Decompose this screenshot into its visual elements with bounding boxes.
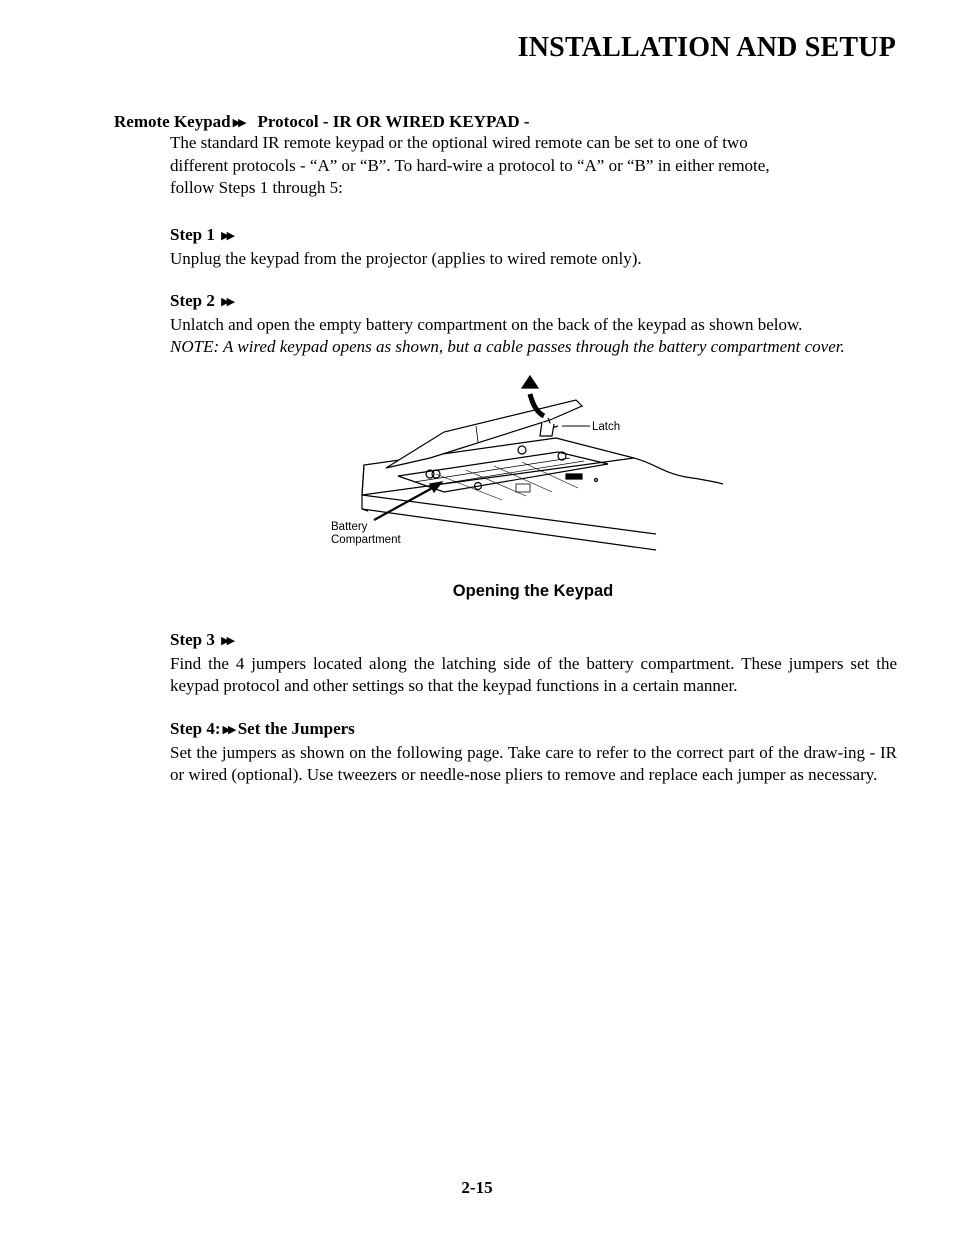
section-subtitle: Protocol - IR OR WIRED KEYPAD -: [257, 112, 530, 131]
step-1-label: Step 1: [170, 225, 215, 244]
double-right-triangle-icon: ▶▶: [232, 117, 244, 129]
step-4-label: Step 4:: [170, 719, 221, 738]
double-right-triangle-icon: ▶▶: [221, 296, 233, 308]
intro-line-3: follow Steps 1 through 5:: [170, 178, 343, 197]
step-3-heading: [170, 629, 897, 653]
step-3: [170, 629, 897, 698]
step-2-note: NOTE: A wired keypad opens as shown, but a cable passes through the battery compartment cover.: [170, 337, 845, 356]
figure-caption: Opening the Keypad: [452, 582, 614, 600]
double-right-triangle-icon: ▶▶: [222, 724, 234, 736]
step-4-text: Set the jumpers as shown on the following page. Take care to refer to the correct part of the draw-ing - IR or wired (optional). Use tweezers or needle-nose pliers to remove and replace each jumper as necessary.: [170, 742, 897, 784]
section-heading: [114, 112, 530, 132]
step-3-text: Find the 4 jumpers located along the latching side of the battery compartment. These jumpers set the keypad protocol and other settings so that the keypad functions in a certain manner.: [170, 653, 897, 695]
step-1: [170, 224, 897, 270]
battery-label-line-1: Battery: [331, 521, 368, 533]
keypad-drawing: [326, 372, 728, 552]
step-3-label: Step 3: [170, 630, 215, 649]
step-2-text: Unlatch and open the empty battery compartment on the back of the keypad as shown below.: [170, 314, 803, 334]
intro-line-1: The standard IR remote keypad or the optional wired remote can be set to one of two: [170, 133, 748, 152]
double-right-triangle-icon: ▶▶: [221, 635, 233, 647]
double-right-triangle-icon: ▶▶: [221, 230, 233, 242]
intro-line-2: different protocols - “A” or “B”. To hard-wire a protocol to “A” or “B” in either remote,: [170, 155, 770, 175]
keypad-illustration: [326, 372, 728, 552]
step-4: [170, 718, 897, 787]
step-4-title: Set the Jumpers: [237, 719, 355, 738]
latch-label: Latch: [592, 421, 621, 433]
section-name: Remote Keypad: [114, 112, 231, 131]
step-1-text: Unplug the keypad from the projector (applies to wired remote only).: [170, 248, 642, 268]
step-2: [170, 290, 897, 359]
intro-paragraph: [170, 132, 897, 200]
step-1-heading: [170, 224, 897, 248]
step-2-heading: [170, 290, 897, 314]
step-2-label: Step 2: [170, 291, 215, 310]
battery-label-line-2: Compartment: [331, 534, 401, 546]
page-number: 2-15: [461, 1178, 493, 1197]
page-title: INSTALLATION AND SETUP: [517, 32, 896, 63]
step-4-heading: [170, 718, 897, 742]
